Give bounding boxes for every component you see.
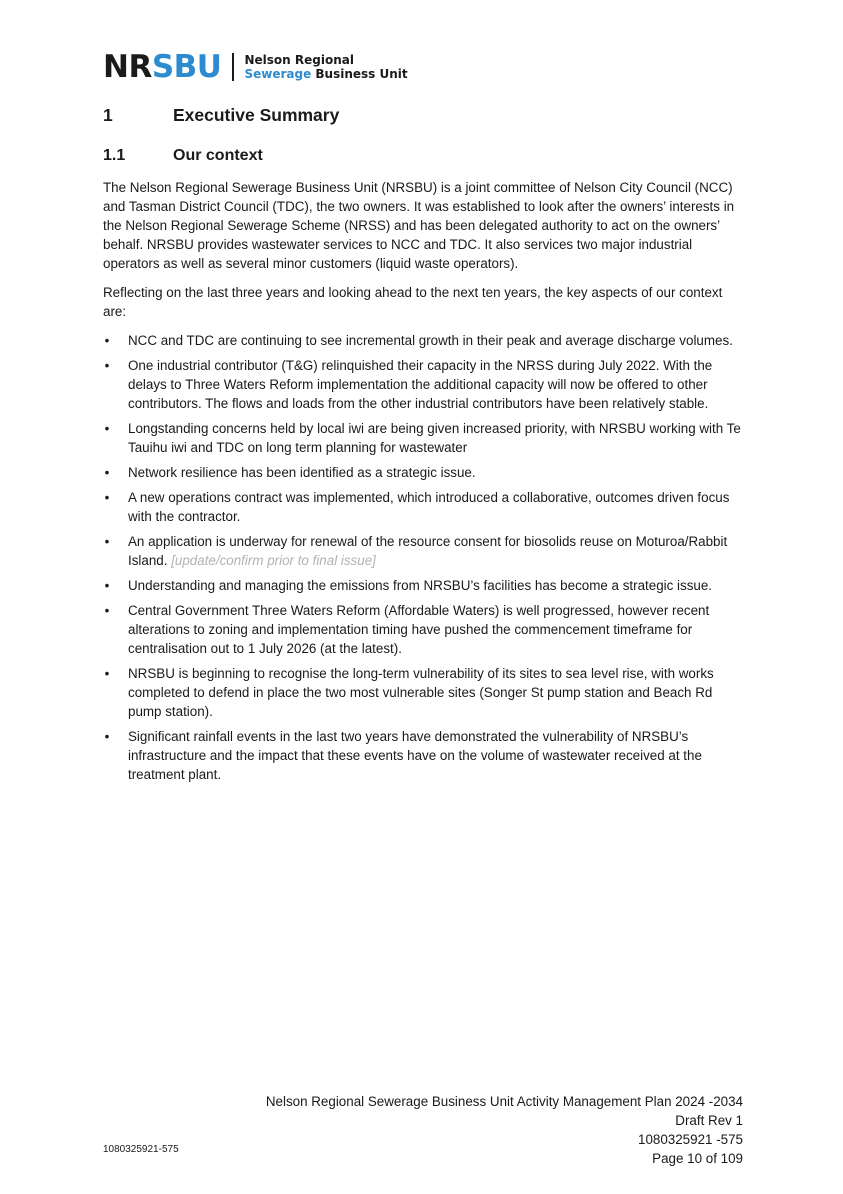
logo-line2-sewerage: Sewerage: [244, 67, 312, 81]
footer-revision: Draft Rev 1: [675, 1113, 743, 1128]
logo-line2: [244, 67, 407, 81]
heading-our-context: [103, 146, 263, 166]
list-item-text: One industrial contributor (T&G) relinquished their capacity in the NRSS during July 2022. With the delays to Three Waters Reform implementation the additional capacity will now be offered to other contributors. The flows and loads from the other industrial contributors have been relatively stable.: [128, 358, 713, 411]
list-item: [103, 488, 743, 526]
bullet-icon: •: [104, 490, 110, 505]
bullet-icon: •: [104, 578, 110, 593]
logo-divider: [232, 53, 234, 81]
heading2-title: Our context: [173, 147, 263, 164]
footer-title: Nelson Regional Sewerage Business Unit Activity Management Plan 2024 -2034: [265, 1094, 743, 1109]
list-item: [103, 601, 743, 658]
nrsbu-logo: [103, 50, 408, 84]
logo-mark-sbu: SBU: [151, 49, 222, 85]
list-item: [103, 356, 743, 413]
bullet-icon: •: [104, 666, 110, 681]
context-bullet-list: [103, 331, 743, 784]
list-item-text: NCC and TDC are continuing to see incremental growth in their peak and average discharge volumes.: [128, 333, 733, 348]
logo-mark: [103, 50, 221, 84]
list-item: [103, 664, 743, 721]
list-item-text: Central Government Three Waters Reform (Affordable Waters) is well progressed, however recent alterations to zoning and implementation timing have pushed the commencement timeframe for centralisation out to 1 July 2026 (at the latest).: [128, 603, 710, 656]
list-item-text: An application is underway for renewal of the resource consent for biosolids reuse on Moturoa/Rabbit Island.: [128, 534, 728, 568]
footer-doc-id: 1080325921 -575: [638, 1132, 743, 1147]
bullet-icon: •: [104, 603, 110, 618]
bullet-icon: •: [104, 421, 110, 436]
logo-line2-business-unit: Business Unit: [311, 67, 408, 81]
logo-text: [244, 53, 407, 81]
list-item-text: Understanding and managing the emissions from NRSBU’s facilities has become a strategic issue.: [128, 578, 713, 593]
list-item: [103, 331, 743, 350]
heading1-title: Executive Summary: [173, 105, 340, 125]
heading1-number: 1: [103, 105, 113, 125]
list-item: [103, 576, 743, 595]
draft-note: [update/confirm prior to final issue]: [171, 553, 376, 568]
footer-block: [266, 1092, 743, 1168]
bullet-icon: •: [104, 333, 110, 348]
heading2-number: 1.1: [103, 147, 126, 164]
bullet-icon: •: [104, 358, 110, 373]
list-item-text: A new operations contract was implemented, which introduced a collaborative, outcomes driven focus with the contractor.: [128, 490, 730, 524]
list-item-text: Longstanding concerns held by local iwi are being given increased priority, with NRSBU working with Te Tauihu iwi and TDC on long term planning for wastewater: [128, 421, 741, 455]
list-item: [103, 419, 743, 457]
bullet-icon: •: [104, 534, 110, 549]
bullet-icon: •: [104, 729, 110, 744]
list-item: [103, 463, 743, 482]
footer-page-number: Page 10 of 109: [652, 1151, 743, 1166]
heading-executive-summary: [103, 104, 339, 126]
body-text: [103, 178, 743, 790]
list-item: [103, 727, 743, 784]
bullet-icon: •: [104, 465, 110, 480]
list-item-text: NRSBU is beginning to recognise the long-term vulnerability of its sites to sea level rise, with works completed to defend in place the two most vulnerable sites (Songer St pump station and Beach Rd pump station).: [128, 666, 714, 719]
paragraph-intro: The Nelson Regional Sewerage Business Unit (NRSBU) is a joint committee of Nelson City Council (NCC) and Tasman District Council (TDC), the two owners. It was established to look after the owners’ interests in the Nelson Regional Sewerage Scheme (NRSS) and has been delegated authority to act on the owners’ behalf. NRSBU provides wastewater services to NCC and TDC. It also services two major industrial operators as well as several minor customers (liquid waste operators).: [103, 180, 735, 271]
paragraph-reflecting: Reflecting on the last three years and looking ahead to the next ten years, the key aspects of our context are:: [103, 285, 723, 319]
footer-doc-id-left: 1080325921-575: [103, 1144, 179, 1155]
list-item: [103, 532, 743, 570]
logo-mark-nr: NR: [103, 49, 152, 85]
list-item-text: Network resilience has been identified as a strategic issue.: [128, 465, 476, 480]
logo-line1: Nelson Regional: [244, 53, 354, 67]
list-item-text: Significant rainfall events in the last two years have demonstrated the vulnerability of NRSBU’s infrastructure and the impact that these events have on the volume of wastewater received at the treatment plant.: [128, 729, 702, 782]
